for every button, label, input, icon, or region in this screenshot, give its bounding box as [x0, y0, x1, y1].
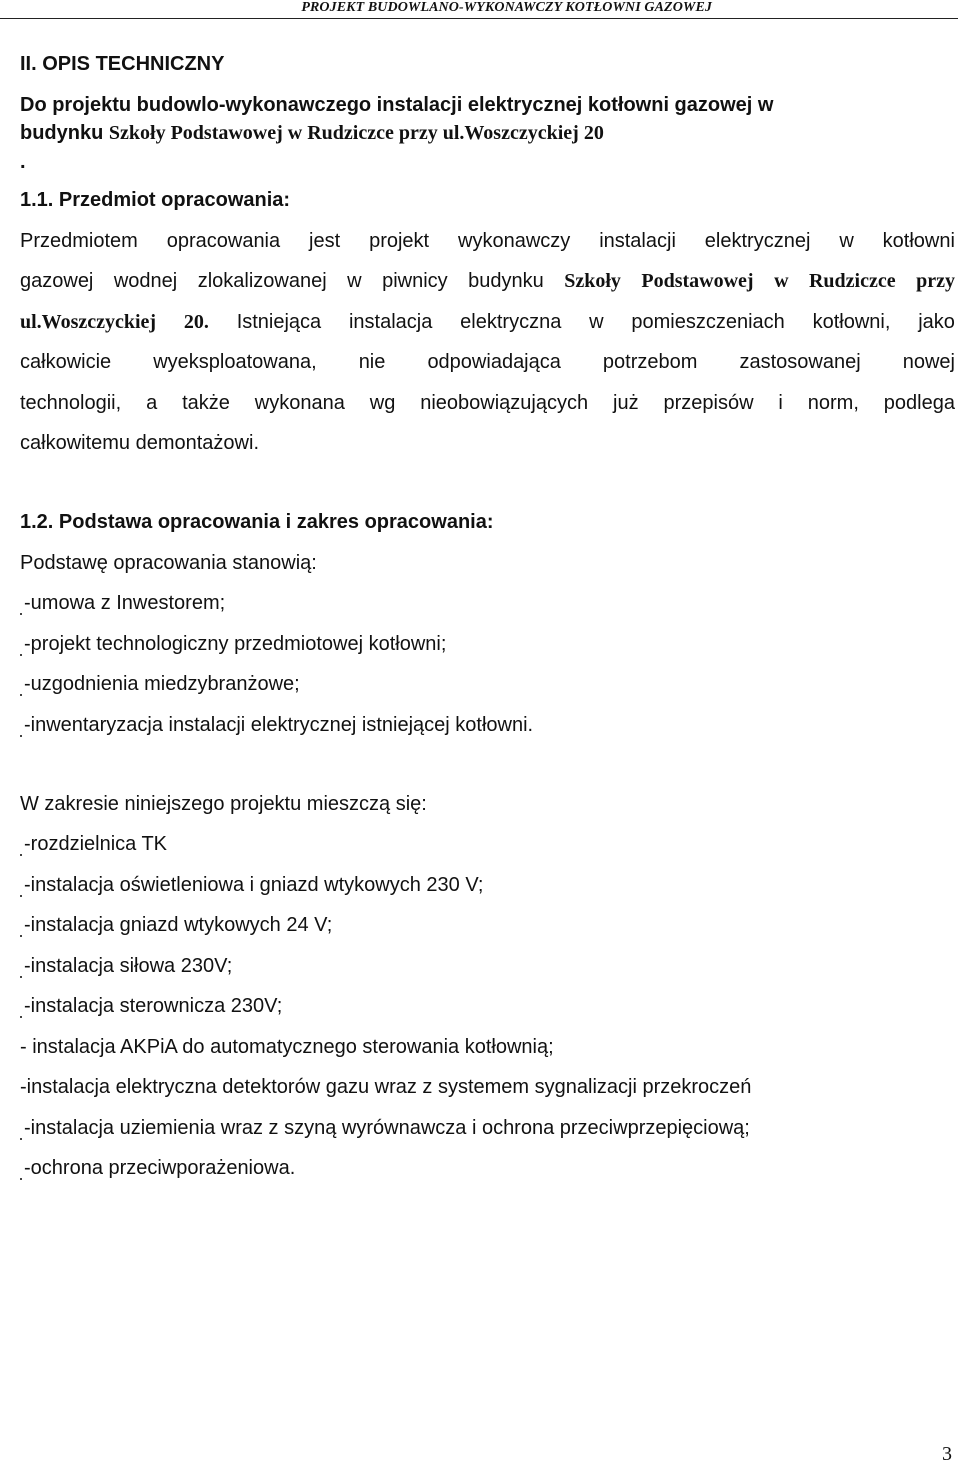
word: nowej	[902, 351, 955, 373]
heading-1-2: 1.2. Podstawa opracowania i zakres opracowania:	[20, 511, 494, 533]
bullet-dot-icon	[20, 895, 22, 897]
word: przepisów	[663, 392, 754, 414]
s1-line1-words	[20, 229, 955, 253]
word: pomieszczeniach	[631, 311, 785, 333]
list-item-text: - instalacja AKPiA do automatycznego sterowania kotłownią;	[20, 1035, 554, 1058]
word: ul.Woszczyckiej	[20, 311, 157, 333]
word: odpowiadająca	[427, 351, 561, 373]
bullet-dot-icon	[20, 1138, 22, 1140]
bullet-dot-icon	[20, 976, 22, 978]
list-item-text: -instalacja gniazd wtykowych 24 V;	[24, 914, 333, 936]
word: opracowania	[166, 230, 281, 252]
section-title: II. OPIS TECHNICZNY	[20, 53, 225, 75]
list-item	[20, 1156, 295, 1180]
s1-line1	[20, 229, 955, 253]
list-item	[20, 873, 483, 897]
word: instalacji	[599, 230, 676, 252]
s1-line3-words	[20, 310, 955, 334]
subtitle-dot: .	[20, 151, 26, 173]
word: elektrycznej	[704, 230, 811, 252]
word: przy	[916, 270, 955, 292]
word: a	[146, 392, 158, 414]
bullet-dot-icon	[20, 935, 22, 937]
word: 20.	[183, 311, 209, 333]
list-item-text: -instalacja elektryczna detektorów gazu wraz z systemem sygnalizacji przekroczeń	[20, 1076, 752, 1098]
list-item-text: -instalacja oświetleniowa i gniazd wtykowych 230 V;	[24, 873, 484, 896]
list-item-text: -instalacja uziemienia wraz z szyną wyrównawcza i ochrona przeciwprzepięciową;	[24, 1116, 750, 1139]
word: w	[839, 230, 854, 252]
list-item	[20, 1075, 751, 1099]
list-item-text: -projekt technologiczny przedmiotowej kotłowni;	[24, 632, 447, 655]
word: potrzebom	[602, 351, 698, 373]
list-item-text: -instalacja siłowa 230V;	[24, 954, 233, 977]
word: piwnicy	[382, 270, 448, 292]
list-item	[20, 1035, 554, 1059]
list-item-text: -uzgodnienia miedzybranżowe;	[24, 673, 300, 695]
word: i	[778, 392, 783, 414]
s1-line5-words	[20, 391, 955, 415]
bullet-dot-icon	[20, 735, 22, 737]
list-item-text: -inwentaryzacja instalacji elektrycznej istniejącej kotłowni.	[24, 713, 534, 736]
list-item-text: -umowa z Inwestorem;	[24, 592, 226, 614]
bullet-dot-icon	[20, 854, 22, 856]
page-header	[0, 0, 958, 19]
list-item-text: -instalacja sterownicza 230V;	[24, 995, 283, 1017]
page-number: 3	[942, 1443, 952, 1465]
word: nieobowiązujących	[420, 392, 589, 414]
word: także	[182, 392, 230, 414]
list-item-text: -ochrona przeciwporażeniowa.	[24, 1157, 296, 1179]
s1-line4	[20, 350, 955, 374]
word: gazowej	[20, 270, 94, 292]
scope-intro: W zakresie niniejszego projektu mieszczą się:	[20, 793, 427, 815]
word: Podstawowej	[641, 270, 754, 292]
word: Istniejąca	[236, 311, 322, 333]
s1-line5	[20, 391, 955, 415]
s1-line6: całkowitemu demontażowi.	[20, 432, 259, 454]
list-item-text: -rozdzielnica TK	[24, 833, 168, 855]
word: zastosowanej	[739, 351, 861, 373]
list-item	[20, 832, 167, 856]
basis-intro: Podstawę opracowania stanowią:	[20, 552, 317, 574]
word: technologii,	[20, 392, 122, 414]
word: jako	[918, 311, 955, 333]
word: Szkoły	[564, 270, 621, 292]
list-item	[20, 632, 446, 656]
word: kotłowni	[882, 230, 955, 252]
word: nie	[358, 351, 386, 373]
list-item	[20, 713, 533, 737]
list-item	[20, 591, 225, 615]
s1-line3	[20, 310, 955, 334]
list-item	[20, 1116, 750, 1140]
word: wykonawczy	[458, 230, 571, 252]
bullet-dot-icon	[20, 613, 22, 615]
word: w	[347, 270, 362, 292]
word: Rudziczce	[808, 270, 896, 292]
bullet-dot-icon	[20, 654, 22, 656]
word: norm,	[807, 392, 859, 414]
bullet-dot-icon	[20, 1016, 22, 1018]
list-item	[20, 994, 282, 1018]
bullet-dot-icon	[20, 1178, 22, 1180]
subtitle-school: Szkoły Podstawowej w Rudziczce przy ul.Woszczyckiej 20	[108, 122, 604, 144]
word: Przedmiotem	[20, 230, 138, 252]
word: projekt	[369, 230, 430, 252]
word: elektryczna	[460, 311, 562, 333]
word: zlokalizowanej	[197, 270, 327, 292]
word: wyeksploatowana,	[153, 351, 317, 373]
word: podlega	[883, 392, 955, 414]
word: wykonana	[254, 392, 345, 414]
word: jest	[309, 230, 341, 252]
word: całkowicie	[20, 351, 112, 373]
word: budynku	[468, 270, 544, 292]
list-item	[20, 954, 232, 978]
running-title: PROJEKT BUDOWLANO-WYKONAWCZY KOTŁOWNI GAZOWEJ	[301, 0, 712, 15]
word: wodnej	[113, 270, 178, 292]
bullet-dot-icon	[20, 694, 22, 696]
list-item	[20, 672, 300, 696]
word: instalacja	[348, 311, 433, 333]
section-subtitle-line2	[20, 121, 604, 145]
section-subtitle-line1: Do projektu budowlo-wykonawczego instalacji elektrycznej kotłowni gazowej w	[20, 94, 774, 116]
list-item	[20, 913, 332, 937]
word: kotłowni,	[812, 311, 891, 333]
word: w	[589, 311, 604, 333]
heading-1-1: 1.1. Przedmiot opracowania:	[20, 189, 291, 211]
subtitle-prefix: budynku	[20, 122, 109, 144]
s1-line2-words	[20, 269, 955, 293]
word: wg	[369, 392, 396, 414]
s1-line2	[20, 269, 955, 293]
word: w	[774, 270, 789, 292]
word: już	[613, 392, 639, 414]
s1-line4-words	[20, 350, 955, 374]
